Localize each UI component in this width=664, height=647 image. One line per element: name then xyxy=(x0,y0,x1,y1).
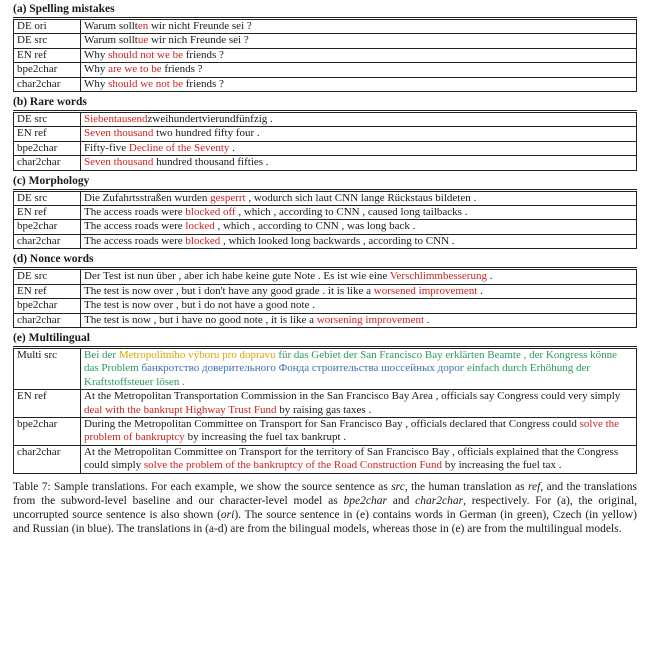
translation-text: Der Test ist nun über , aber ich habe keine gute Note . Es ist wie eine Verschlimmbesserung . xyxy=(81,269,637,284)
row-label: char2char xyxy=(14,77,81,91)
translation-text: At the Metropolitan Committee on Transport for the territory of San Francisco Bay , officials explained that the Congress could simply solve the problem of the bankruptcy of the Road Construction Fund by increasing the fuel tax . xyxy=(81,445,637,473)
highlighted-phrase: worsening improvement xyxy=(316,313,425,326)
translation-text: The test is now over , but i do not have a good note . xyxy=(81,299,637,313)
table-row xyxy=(14,127,637,141)
row-label: bpe2char xyxy=(14,63,81,77)
highlighted-phrase: should not we be xyxy=(108,48,183,61)
translation-text: At the Metropolitan Transportation Commission in the San Francisco Bay Area , officials say Congress could very simply deal with the bankrupt Highway Trust Fund by raising gas taxes . xyxy=(81,390,637,418)
table-spelling-mistakes xyxy=(13,17,637,92)
table-row xyxy=(14,445,637,473)
table-row xyxy=(14,220,637,234)
highlighted-phrase: Seven thousand xyxy=(84,156,154,169)
highlighted-phrase: solve the problem of bankruptcy xyxy=(84,417,620,444)
row-label: bpe2char xyxy=(14,141,81,155)
highlighted-phrase: should we not be xyxy=(108,77,183,90)
row-label: DE src xyxy=(14,190,81,205)
translation-text: Warum sollten wir nicht Freunde sei ? xyxy=(81,19,637,34)
table-row xyxy=(14,299,637,313)
table-row xyxy=(14,206,637,220)
table-rare-words xyxy=(13,110,637,171)
translation-text: The test is now , but i have no good note , it is like a worsening improvement . xyxy=(81,313,637,327)
highlighted-phrase: en xyxy=(137,20,149,32)
table-row xyxy=(14,34,637,48)
table-row xyxy=(14,63,637,77)
row-label: bpe2char xyxy=(14,299,81,313)
translation-text: Siebentausendzweihundertvierundfünfzig . xyxy=(81,112,637,127)
sample-translations-figure xyxy=(13,2,637,536)
highlighted-phrase: Siebentausend xyxy=(84,113,148,126)
section-title-nonce-words: (d) Nonce words xyxy=(13,253,94,266)
highlighted-phrase: locked xyxy=(185,220,215,233)
table-nonce-words xyxy=(13,267,637,328)
row-label: Multi src xyxy=(14,347,81,389)
section-title-spelling: (a) Spelling mistakes xyxy=(13,3,115,15)
table-row xyxy=(14,112,637,127)
highlighted-phrase: worsened improvement xyxy=(373,284,478,297)
table-morphology xyxy=(13,189,637,250)
table-row xyxy=(14,156,637,170)
translation-text: Warum solltue wir nich Freunde sei ? xyxy=(81,34,637,48)
row-label: char2char xyxy=(14,445,81,473)
highlighted-phrase: gesperrt xyxy=(210,191,246,204)
translation-text: Die Zufahrtsstraßen wurden gesperrt , wodurch sich laut CNN lange Rückstaus bildeten . xyxy=(81,190,637,205)
table-row xyxy=(14,77,637,91)
highlighted-phrase: are we to be xyxy=(108,63,162,76)
translation-text: The access roads were blocked off , which , according to CNN , caused long tailbacks . xyxy=(81,206,637,220)
row-label: bpe2char xyxy=(14,417,81,445)
table-row xyxy=(14,19,637,34)
table-row xyxy=(14,269,637,284)
section-title-morphology: (c) Morphology xyxy=(13,174,90,187)
highlighted-phrase: Seven thousand xyxy=(84,127,154,140)
translation-text: Seven thousand hundred thousand fifties . xyxy=(81,156,637,170)
table-row xyxy=(14,284,637,298)
translation-text: Fifty-five Decline of the Seventy . xyxy=(81,141,637,155)
table-multilingual xyxy=(13,346,637,474)
highlighted-phrase: deal with the bankrupt Highway Trust Fund xyxy=(84,403,277,416)
row-label: EN ref xyxy=(14,284,81,298)
table-row xyxy=(14,390,637,418)
row-label: char2char xyxy=(14,156,81,170)
section-title-multilingual: (e) Multilingual xyxy=(13,331,90,344)
highlighted-phrase: ue xyxy=(137,34,149,47)
row-label: DE ori xyxy=(14,19,81,34)
table-row xyxy=(14,234,637,248)
table-caption: Table 7: Sample translations. For each example, we show the source sentence as src, the human translation as ref, and the translations from the subword-level baseline and our character-level model as bpe2char and char2char, respectively. For (a), the original, uncorrupted source sentence is also shown (ori). The source sentence in (e) contains words in German (in green), Czech (in yellow) and Russian (in blue). The translations in (a-d) are from the bilingual models, whereas those in (e) are from the multilingual models. xyxy=(13,480,638,536)
highlighted-phrase: blocked off xyxy=(185,206,236,219)
row-label: char2char xyxy=(14,234,81,248)
translation-text: Why should we not be friends ? xyxy=(81,77,637,91)
table-row xyxy=(14,190,637,205)
translation-text: Why should not we be friends ? xyxy=(81,48,637,62)
highlighted-phrase: blocked xyxy=(185,234,221,247)
translation-text: Why are we to be friends ? xyxy=(81,63,637,77)
highlighted-phrase: Verschlimmbesserung xyxy=(389,270,487,283)
row-label: EN ref xyxy=(14,127,81,141)
row-label: DE src xyxy=(14,112,81,127)
row-label: char2char xyxy=(14,313,81,327)
translation-text: The test is now over , but i don't have any good grade . it is like a worsened improvement . xyxy=(81,284,637,298)
table-row xyxy=(14,48,637,62)
table-row xyxy=(14,417,637,445)
table-row xyxy=(14,347,637,389)
row-label: DE src xyxy=(14,269,81,284)
row-label: DE src xyxy=(14,34,81,48)
row-label: EN ref xyxy=(14,48,81,62)
translation-text: The access roads were blocked , which looked long backwards , according to CNN . xyxy=(81,234,637,248)
translation-text: The access roads were locked , which , according to CNN , was long back . xyxy=(81,220,637,234)
highlighted-phrase: solve the problem of the bankruptcy of the Road Construction Fund xyxy=(143,459,443,472)
translation-text: Seven thousand two hundred fifty four . xyxy=(81,127,637,141)
table-row xyxy=(14,141,637,155)
multilingual-source-text: Bei der Metropolitního výboru pro dopravu für das Gebiet der San Francisco Bay erklärten Beamte , der Kongress könne das Problem банкротство доверительного Фонда строительства шоссейных дорог einfach durch Erhöhung der Kraftstoffsteuer lösen . xyxy=(81,347,637,389)
table-row xyxy=(14,313,637,327)
translation-text: During the Metropolitan Committee on Transport for San Francisco Bay , officials declared that Congress could solve the problem of bankruptcy by increasing the fuel tax bankrupt . xyxy=(81,417,637,445)
section-title-rare-words: (b) Rare words xyxy=(13,96,87,109)
row-label: bpe2char xyxy=(14,220,81,234)
row-label: EN ref xyxy=(14,206,81,220)
row-label: EN ref xyxy=(14,390,81,418)
highlighted-phrase: Decline of the Seventy xyxy=(128,141,230,154)
